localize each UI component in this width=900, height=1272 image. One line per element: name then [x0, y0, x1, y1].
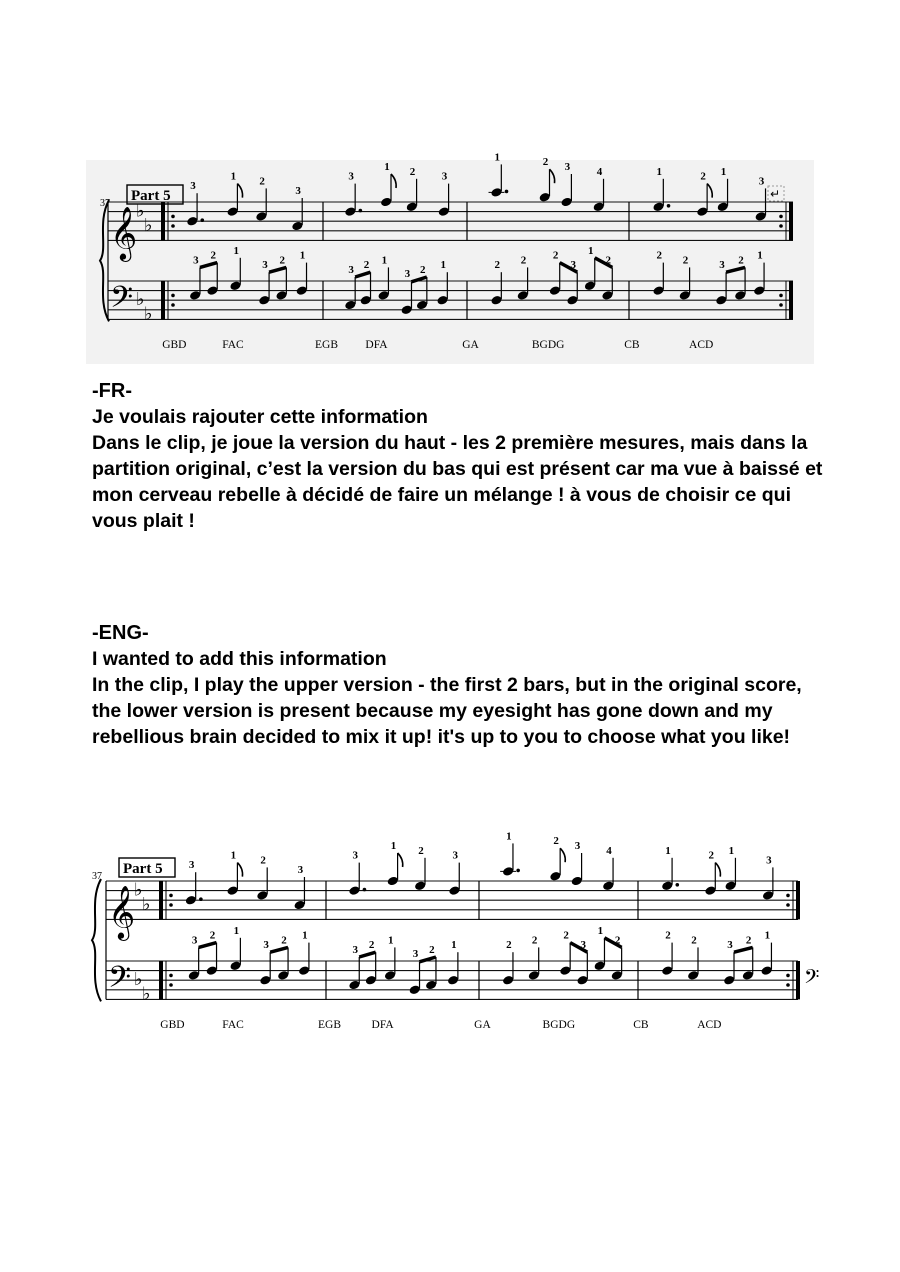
- fingering-number: 1: [381, 254, 388, 267]
- repeat-dot: [779, 215, 783, 219]
- treble-flag: [550, 169, 555, 183]
- fingering-number: 2: [429, 944, 435, 956]
- repeat-dot: [169, 903, 173, 907]
- french-tag: -FR-: [92, 380, 132, 402]
- fingering-number: 1: [494, 151, 501, 164]
- fingering-number: 2: [531, 934, 538, 947]
- flat-sign: ♭: [142, 894, 151, 915]
- fingering-number: 3: [727, 939, 733, 952]
- chord-label: EGB: [315, 339, 338, 351]
- chord-label: BGDG: [531, 339, 565, 351]
- fingering-number: 2: [409, 165, 416, 178]
- treble-clef: 𝄞: [108, 884, 136, 939]
- treble-dot: [675, 883, 679, 887]
- fingering-number: 2: [563, 929, 569, 942]
- fingering-number: 2: [420, 264, 426, 276]
- chord-label: DFA: [371, 1019, 394, 1031]
- fingering-number: 3: [719, 259, 725, 272]
- fingering-number: 2: [656, 249, 663, 262]
- chord-label: GBD: [162, 339, 187, 351]
- fingering-number: 1: [299, 249, 306, 262]
- score-staff-svg: [86, 151, 814, 364]
- fingering-number: 2: [553, 835, 559, 848]
- score-top: [86, 151, 814, 364]
- repeat-dot: [786, 974, 790, 978]
- fingering-number: 3: [352, 849, 358, 862]
- treble-flag: [237, 184, 242, 198]
- bass-beam: [355, 272, 370, 277]
- measure-number: 37: [92, 871, 102, 882]
- repeat-dot: [171, 303, 175, 307]
- chord-label: CB: [624, 339, 640, 351]
- french-intro: Je voulais rajouter cette information: [92, 406, 428, 428]
- fingering-number: 2: [738, 254, 744, 267]
- chord-label: FAC: [222, 1019, 244, 1031]
- bass-beam: [270, 947, 288, 952]
- fingering-number: 4: [606, 844, 612, 857]
- treble-dot: [363, 888, 367, 892]
- treble-dot: [505, 190, 509, 194]
- chord-label: EGB: [318, 1019, 341, 1031]
- fingering-number: 1: [233, 924, 240, 937]
- fingering-number: 3: [262, 259, 268, 272]
- bass-beam: [269, 267, 286, 272]
- fingering-number: 1: [384, 161, 390, 173]
- fingering-number: 2: [691, 934, 697, 947]
- part-label: Part 5: [123, 861, 163, 877]
- bass-beam: [200, 263, 217, 268]
- fingering-number: 3: [766, 854, 772, 867]
- french-body: Dans le clip, je joue la version du haut - les 2 première mesures, mais dans la partition original, c’est la version du bas qui est présent car ma vue à baissé et mon cerveau rebelle à décidé de faire un mélange ! à vous de choisir ce qui vous plait !: [92, 432, 823, 532]
- bass-clef-courtesy: 𝄢: [804, 965, 820, 993]
- repeat-dot: [786, 894, 790, 898]
- flat-sign: ♭: [136, 200, 145, 222]
- flat-sign: ♭: [134, 969, 143, 991]
- fingering-number: 2: [210, 249, 216, 262]
- fingering-number: 2: [552, 249, 559, 262]
- brace: [92, 879, 101, 1001]
- repeat-dot: [169, 894, 173, 898]
- repeat-dot: [169, 983, 173, 987]
- treble-clef: 𝄞: [110, 205, 138, 260]
- repeat-dot: [169, 974, 173, 978]
- part-label: Part 5: [131, 188, 171, 204]
- treble-dot: [359, 209, 363, 213]
- fingering-number: 2: [506, 939, 512, 952]
- repeat-dot: [171, 215, 175, 219]
- fingering-number: 3: [574, 840, 581, 852]
- score-bottom: [84, 830, 826, 1040]
- fingering-number: 3: [191, 934, 198, 947]
- french-note: [92, 378, 832, 534]
- english-note: [92, 620, 832, 750]
- chord-label: GA: [474, 1019, 491, 1031]
- repeat-dot: [786, 983, 790, 987]
- treble-flag: [707, 184, 712, 198]
- fingering-number: 2: [542, 156, 549, 169]
- fingering-number: 1: [302, 929, 308, 942]
- fingering-number: 3: [190, 180, 196, 193]
- fingering-number: 1: [390, 840, 397, 852]
- treble-flag: [560, 848, 565, 862]
- fingering-number: 2: [682, 254, 689, 267]
- english-intro: I wanted to add this information: [92, 648, 387, 670]
- treble-flag: [237, 863, 242, 877]
- chord-label: ACD: [697, 1019, 722, 1031]
- fingering-number: 3: [441, 170, 448, 183]
- fingering-number: 3: [580, 939, 587, 952]
- fingering-number: 3: [412, 948, 419, 960]
- fingering-number: 3: [348, 170, 354, 183]
- fingering-number: 1: [720, 165, 727, 178]
- fingering-number: 2: [260, 854, 266, 867]
- fingering-number: 2: [745, 934, 752, 947]
- fingering-number: 3: [404, 268, 411, 280]
- repeat-dot: [779, 303, 783, 307]
- fingering-number: 3: [295, 185, 301, 197]
- fingering-number: 3: [193, 254, 199, 267]
- fingering-number: 3: [758, 175, 765, 188]
- measure-number: 37: [100, 198, 110, 209]
- bass-clef: 𝄢: [108, 961, 132, 1002]
- chord-label: CB: [633, 1019, 649, 1031]
- treble-dot: [516, 869, 520, 873]
- flat-sign: ♭: [134, 879, 143, 901]
- bass-beam: [199, 943, 217, 948]
- fingering-number: 2: [363, 259, 370, 272]
- fingering-number: 1: [757, 249, 763, 262]
- fingering-number: 1: [230, 170, 237, 183]
- fingering-number: 3: [452, 849, 458, 862]
- fingering-number: 1: [388, 934, 394, 947]
- treble-dot: [667, 204, 671, 208]
- bass-beam: [726, 267, 745, 272]
- flat-sign: ♭: [142, 983, 151, 1005]
- bass-beam: [359, 952, 375, 957]
- fingering-number: 2: [279, 254, 286, 267]
- fingering-number: 1: [230, 849, 237, 862]
- chord-label: GA: [462, 339, 479, 351]
- fingering-number: 2: [700, 170, 706, 183]
- fingering-number: 3: [188, 859, 195, 872]
- fingering-number: 1: [764, 929, 771, 942]
- chord-label: BGDG: [542, 1019, 576, 1031]
- repeat-dot: [779, 224, 783, 228]
- fingering-number: 1: [665, 844, 671, 857]
- fingering-number: 1: [587, 244, 594, 257]
- fingering-number: 2: [281, 934, 287, 947]
- fingering-number: 3: [263, 939, 269, 952]
- chord-label: FAC: [222, 339, 244, 351]
- fingering-number: 2: [605, 254, 611, 267]
- fingering-number: 2: [665, 929, 671, 942]
- treble-dot: [199, 897, 203, 901]
- fingering-number: 3: [297, 864, 304, 876]
- fingering-number: 1: [597, 924, 604, 937]
- fingering-number: 3: [564, 161, 571, 173]
- fingering-number: 3: [570, 259, 576, 272]
- fingering-number: 4: [596, 165, 603, 178]
- score-staff-svg: [84, 830, 826, 1040]
- english-body: In the clip, I play the upper version - the first 2 bars, but in the original score, the lower version is present because my eyesight has gone down and my rebellious brain decided to mix it up! it's up to you to choose what you like!: [92, 674, 802, 748]
- fingering-number: 1: [656, 165, 663, 178]
- repeat-dot: [786, 903, 790, 907]
- fingering-number: 1: [440, 259, 447, 272]
- chord-label: ACD: [689, 339, 714, 351]
- english-tag: -ENG-: [92, 622, 149, 644]
- fingering-number: 1: [506, 830, 512, 843]
- treble-flag: [398, 853, 403, 867]
- chord-label: GBD: [160, 1019, 185, 1031]
- treble-dot: [200, 218, 204, 222]
- repeat-dot: [779, 294, 783, 298]
- fingering-number: 2: [259, 175, 265, 188]
- chord-label: DFA: [365, 339, 388, 351]
- treble-flag: [391, 174, 396, 188]
- treble-flag: [715, 863, 720, 877]
- repeat-dot: [171, 294, 175, 298]
- fingering-number: 2: [368, 939, 375, 952]
- fingering-number: 2: [494, 259, 501, 272]
- fingering-number: 3: [348, 264, 354, 276]
- repeat-dot: [171, 224, 175, 228]
- fingering-number: 2: [708, 849, 714, 862]
- return-arrow-icon-glyph: ↵: [770, 187, 781, 201]
- fingering-number: 2: [418, 844, 424, 857]
- flat-sign: ♭: [136, 289, 145, 311]
- fingering-number: 3: [352, 944, 358, 956]
- bass-beam: [734, 947, 753, 952]
- flat-sign: ♭: [144, 215, 153, 236]
- fingering-number: 2: [614, 934, 621, 947]
- fingering-number: 1: [451, 939, 457, 952]
- bass-clef: 𝄢: [110, 281, 134, 322]
- flat-sign: ♭: [144, 303, 153, 325]
- fingering-number: 1: [233, 244, 239, 257]
- fingering-number: 2: [520, 254, 527, 267]
- fingering-number: 2: [209, 929, 216, 942]
- fingering-number: 1: [728, 844, 735, 857]
